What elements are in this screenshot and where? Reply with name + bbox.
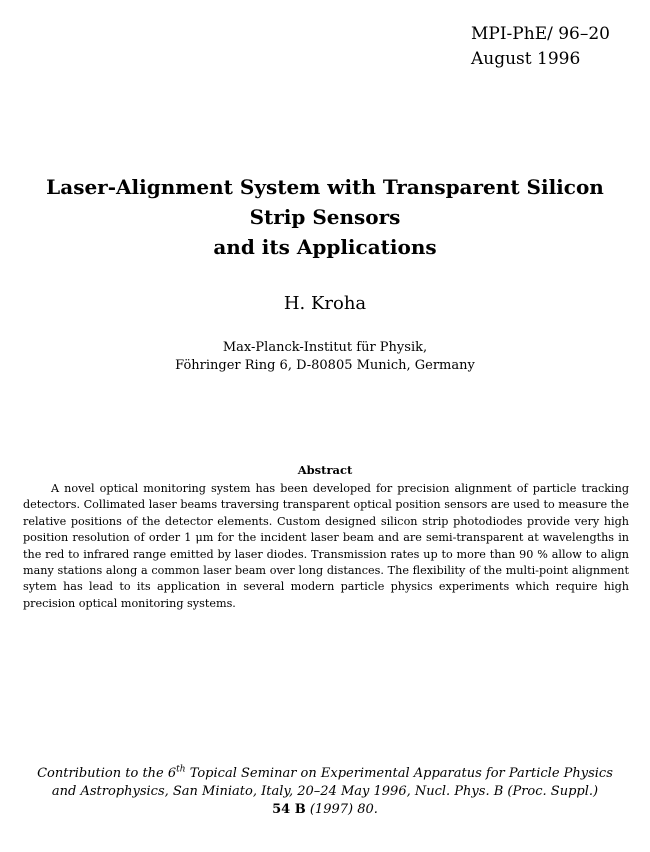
title-line-2: Strip Sensors [249, 205, 401, 229]
contribution-seminar: Topical Seminar on Experimental Apparatus for Particle Physics [185, 766, 613, 781]
affiliation-line-2: Föhringer Ring 6, D-80805 Munich, Germany [175, 358, 475, 373]
affiliation-line-1: Max-Planck-Institut für Physik, [222, 340, 428, 355]
abstract-heading: Abstract [297, 463, 353, 477]
author-affiliation [0, 339, 650, 375]
title-line-1: Laser-Alignment System with Transparent Silicon [46, 175, 604, 199]
report-date: August 1996 [471, 49, 581, 69]
contribution-volume: 54 B [272, 802, 306, 817]
contribution-year-page: (1997) 80. [305, 802, 378, 817]
report-number: MPI-PhE/ 96–20 [471, 24, 610, 44]
abstract-text: A novel optical monitoring system has been developed for precision alignment of particle tracking detectors. Collimated laser beams traversing transparent optical position sensors are used to measure the relative positions of the detector elements. Custom designed silicon strip photodiodes provide very high position resolution of order 1 μm for the incident laser beam and are semi-transparent at wavelengths in the red to infrared range emitted by laser diodes. Transmission rates up to more than 90 % allow to align many stations along a common laser beam over long distances. The flexibility of the multi-point alignment sytem has lead to its application in several modern particle physics experiments which require high precision optical monitoring systems. [23, 482, 629, 610]
contribution-line-1 [10, 765, 640, 783]
contribution-note [10, 765, 640, 819]
contribution-line-2: and Astrophysics, San Miniato, Italy, 20–24 May 1996, Nucl. Phys. B (Proc. Suppl.) [51, 784, 599, 799]
contribution-prefix: Contribution to the 6 [37, 766, 177, 781]
report-header [471, 22, 610, 72]
author-name: H. Kroha [283, 293, 367, 314]
paper-title [0, 172, 650, 262]
contribution-superscript: th [176, 764, 186, 775]
contribution-line-3 [10, 801, 640, 819]
title-line-3: and its Applications [213, 235, 437, 259]
